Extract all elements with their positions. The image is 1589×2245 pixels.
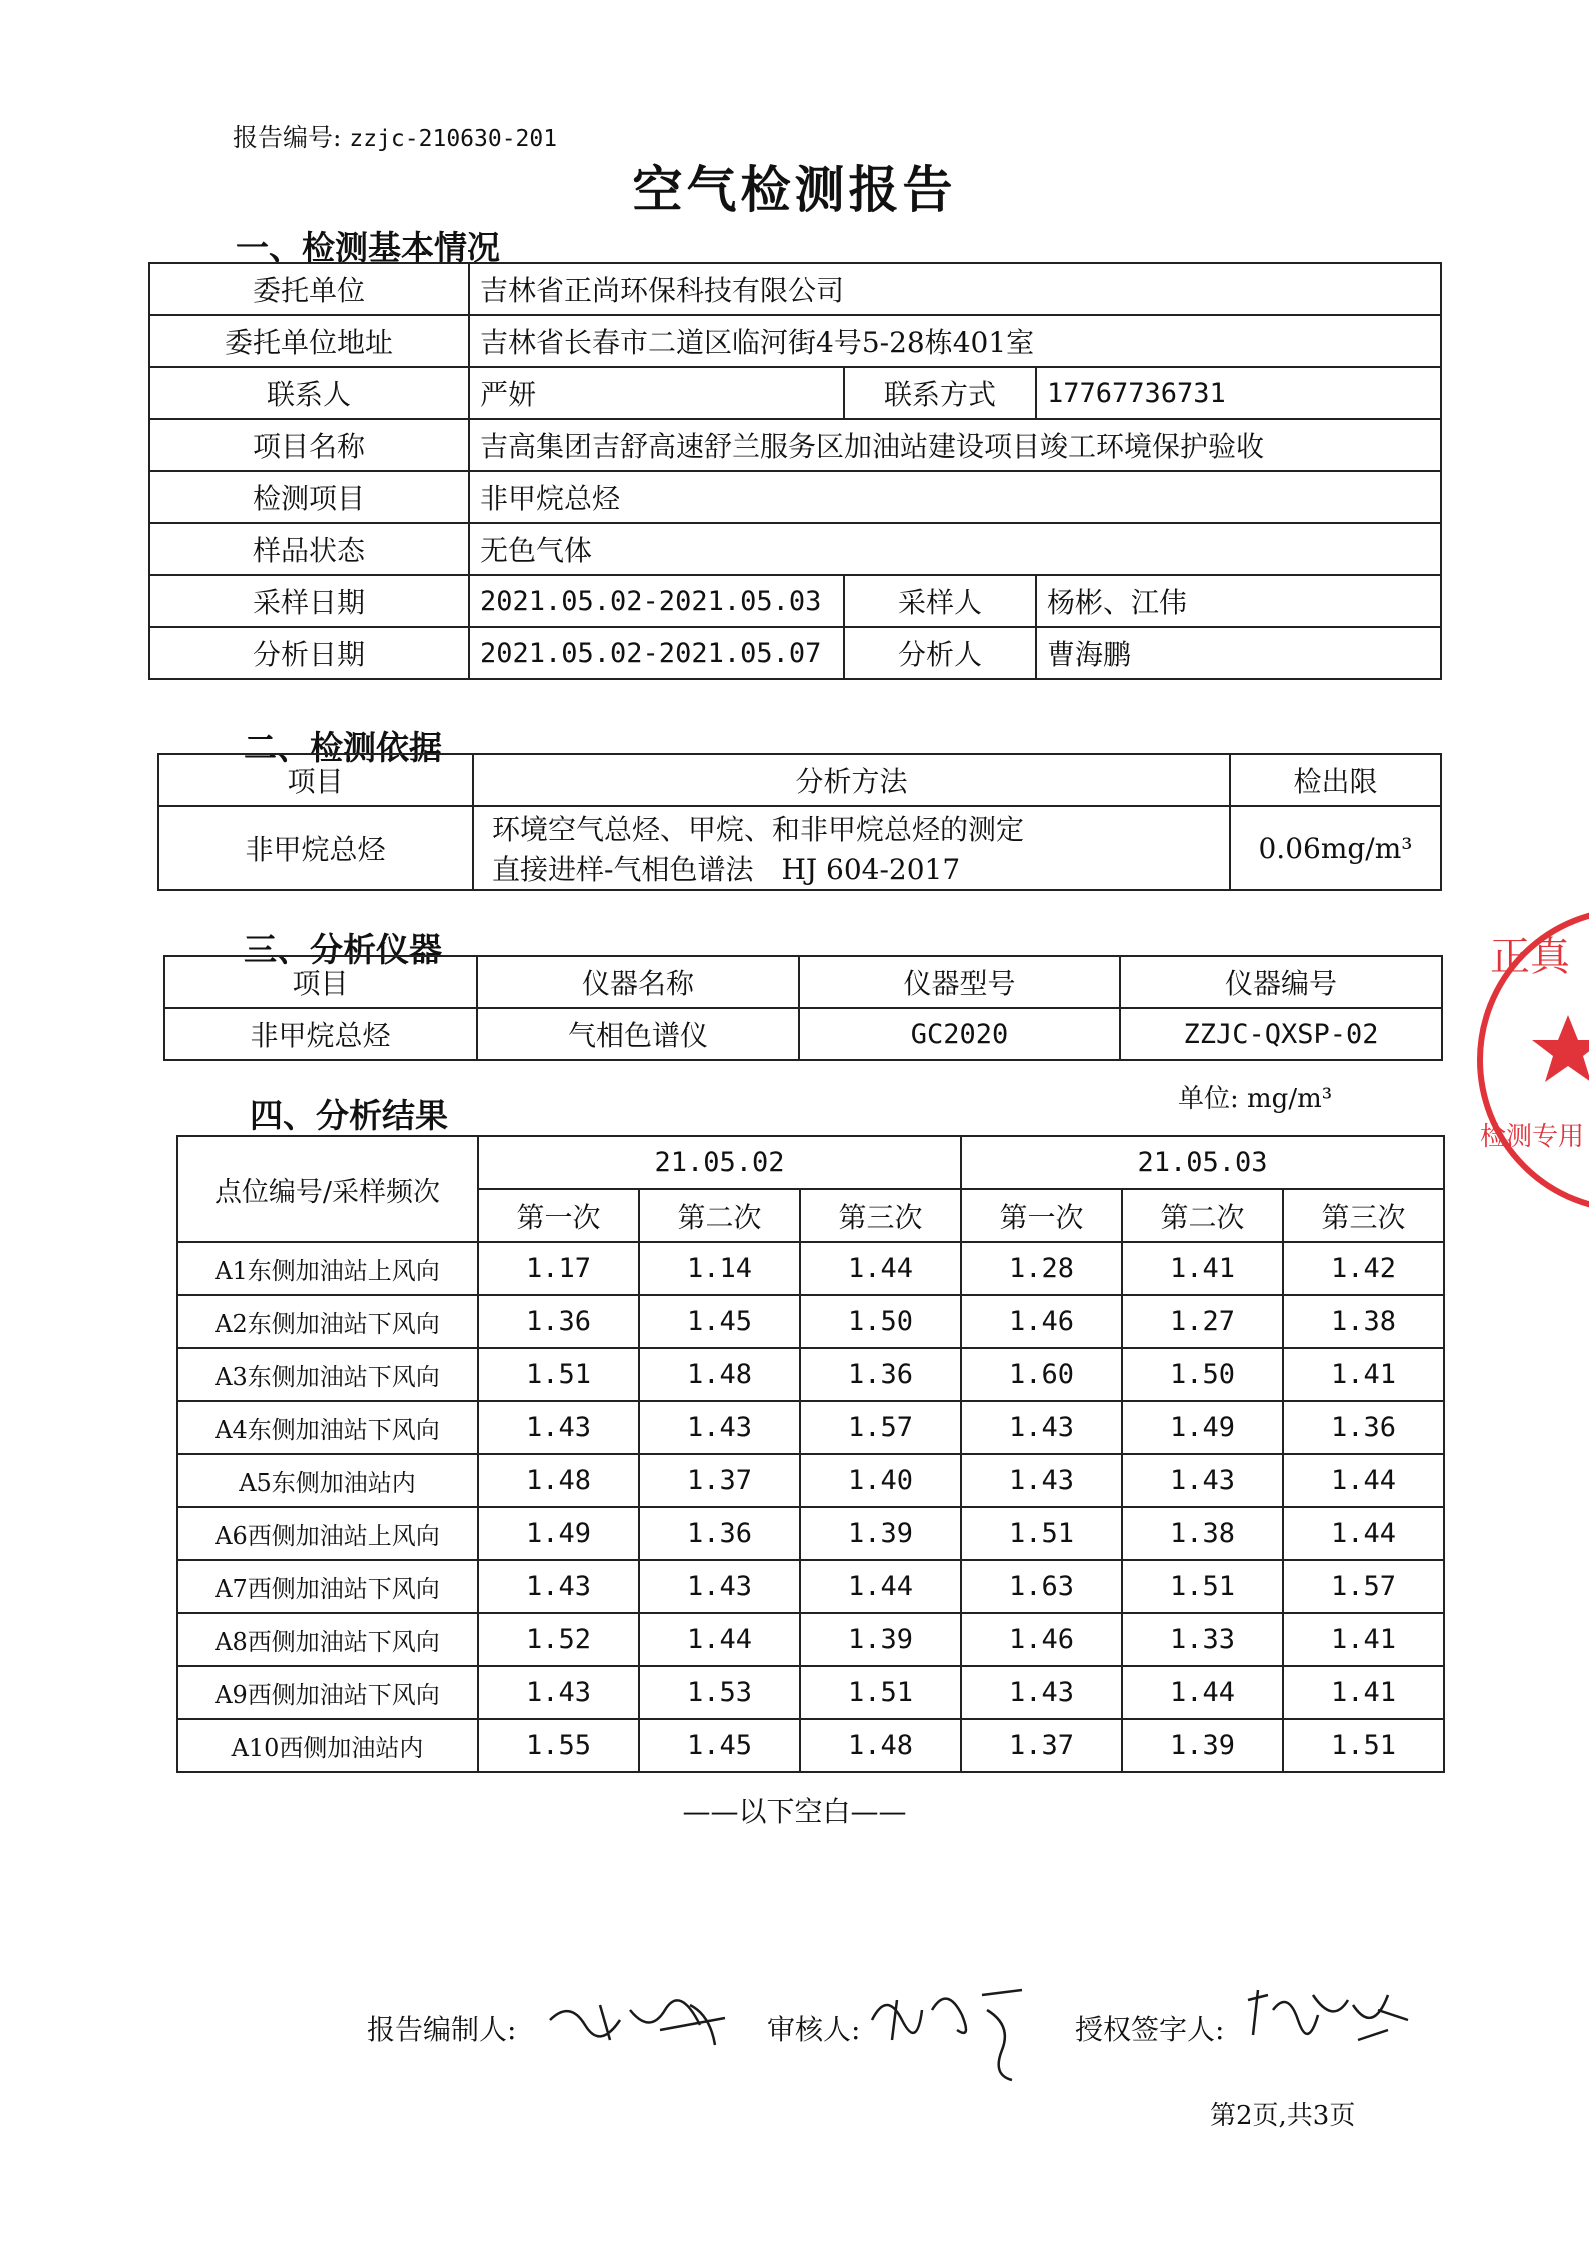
results-table <box>176 1135 1445 1773</box>
value-cell: 1.27 <box>1122 1295 1283 1348</box>
method-line2: 直接进样-气相色谱法 HJ 604-2017 <box>492 853 961 886</box>
value-cell: 1.36 <box>478 1295 639 1348</box>
value-cell: 1.41 <box>1283 1666 1444 1719</box>
value-cell: 1.38 <box>1283 1295 1444 1348</box>
table-row <box>177 1560 1444 1613</box>
compiler-label: 报告编制人: <box>367 2013 517 2046</box>
point-cell: A10西侧加油站内 <box>177 1719 478 1772</box>
method-col-limit: 检出限 <box>1230 754 1441 806</box>
report-number-value: zzjc-210630-201 <box>349 126 558 152</box>
stamp-bottom-text: 检测专用 <box>1480 1122 1585 1152</box>
table-row <box>149 315 1441 367</box>
instrument-col-name: 仪器名称 <box>477 956 799 1008</box>
sampling-date-label: 采样日期 <box>149 575 469 627</box>
page-title: 空气检测报告 <box>632 160 957 219</box>
value-cell: 1.37 <box>961 1719 1122 1772</box>
value-cell: 1.44 <box>800 1242 961 1295</box>
table-row <box>149 263 1441 315</box>
stamp-top-text: 正真 <box>1490 934 1570 980</box>
section2-heading: 二、检测依据 <box>244 728 442 767</box>
method-table <box>157 753 1442 891</box>
analyst-label: 分析人 <box>844 627 1036 679</box>
point-cell: A5东侧加油站内 <box>177 1454 478 1507</box>
value-cell: 1.48 <box>800 1719 961 1772</box>
table-row <box>177 1348 1444 1401</box>
unit-label: 单位: mg/m³ <box>1178 1084 1333 1114</box>
state-value: 无色气体 <box>469 523 1441 575</box>
value-cell: 1.52 <box>478 1613 639 1666</box>
report-number-label: 报告编号: <box>233 123 342 152</box>
analysis-date-label: 分析日期 <box>149 627 469 679</box>
value-cell: 1.46 <box>961 1613 1122 1666</box>
point-cell: A9西侧加油站下风向 <box>177 1666 478 1719</box>
table-row <box>177 1666 1444 1719</box>
reviewer-signature <box>862 1980 1052 2090</box>
value-cell: 1.44 <box>1122 1666 1283 1719</box>
instrument-table <box>163 955 1443 1061</box>
value-cell: 1.43 <box>961 1666 1122 1719</box>
project-label: 项目名称 <box>149 419 469 471</box>
table-row <box>149 471 1441 523</box>
value-cell: 1.43 <box>961 1401 1122 1454</box>
date2-header: 21.05.03 <box>961 1136 1444 1189</box>
instrument-col-no: 仪器编号 <box>1120 956 1442 1008</box>
value-cell: 1.51 <box>478 1348 639 1401</box>
point-cell: A3东侧加油站下风向 <box>177 1348 478 1401</box>
value-cell: 1.63 <box>961 1560 1122 1613</box>
value-cell: 1.51 <box>1283 1719 1444 1772</box>
value-cell: 1.33 <box>1122 1613 1283 1666</box>
time-header: 第二次 <box>639 1189 800 1242</box>
instrument-row-item: 非甲烷总烃 <box>164 1008 477 1060</box>
value-cell: 1.48 <box>639 1348 800 1401</box>
value-cell: 1.43 <box>639 1401 800 1454</box>
method-text <box>473 806 1230 890</box>
value-cell: 1.51 <box>1122 1560 1283 1613</box>
section4-heading: 四、分析结果 <box>250 1096 448 1135</box>
value-cell: 1.41 <box>1122 1242 1283 1295</box>
value-cell: 1.43 <box>961 1454 1122 1507</box>
value-cell: 1.39 <box>800 1507 961 1560</box>
time-header: 第三次 <box>800 1189 961 1242</box>
basic-info-table <box>148 262 1442 680</box>
section3-heading: 三、分析仪器 <box>244 930 442 969</box>
item-value: 非甲烷总烃 <box>469 471 1441 523</box>
value-cell: 1.41 <box>1283 1348 1444 1401</box>
section1-heading: 一、检测基本情况 <box>236 228 500 267</box>
report-number <box>233 118 557 154</box>
value-cell: 1.50 <box>1122 1348 1283 1401</box>
value-cell: 1.55 <box>478 1719 639 1772</box>
sampling-date-value: 2021.05.02-2021.05.03 <box>469 575 844 627</box>
signer-label: 授权签字人: <box>1075 2013 1225 2046</box>
value-cell: 1.60 <box>961 1348 1122 1401</box>
table-row <box>158 754 1441 806</box>
table-row <box>149 575 1441 627</box>
table-row <box>177 1401 1444 1454</box>
value-cell: 1.36 <box>1283 1401 1444 1454</box>
method-row-item: 非甲烷总烃 <box>158 806 473 890</box>
value-cell: 1.44 <box>639 1613 800 1666</box>
instrument-no: ZZJC-QXSP-02 <box>1120 1008 1442 1060</box>
value-cell: 1.48 <box>478 1454 639 1507</box>
value-cell: 1.45 <box>639 1295 800 1348</box>
table-row <box>164 956 1442 1008</box>
stamp-star <box>1532 1015 1589 1082</box>
state-label: 样品状态 <box>149 523 469 575</box>
analysis-date-value: 2021.05.02-2021.05.07 <box>469 627 844 679</box>
contact-label: 联系人 <box>149 367 469 419</box>
value-cell: 1.49 <box>1122 1401 1283 1454</box>
signer-signature <box>1238 1980 1418 2050</box>
value-cell: 1.40 <box>800 1454 961 1507</box>
instrument-model: GC2020 <box>799 1008 1120 1060</box>
analyst-value: 曹海鹏 <box>1036 627 1441 679</box>
value-cell: 1.53 <box>639 1666 800 1719</box>
contact-value: 严妍 <box>469 367 844 419</box>
table-row <box>177 1507 1444 1560</box>
instrument-col-model: 仪器型号 <box>799 956 1120 1008</box>
sampler-value: 杨彬、江伟 <box>1036 575 1441 627</box>
value-cell: 1.14 <box>639 1242 800 1295</box>
compiler-signature <box>540 1990 740 2050</box>
project-value: 吉高集团吉舒高速舒兰服务区加油站建设项目竣工环境保护验收 <box>469 419 1441 471</box>
table-row <box>149 367 1441 419</box>
client-value: 吉林省正尚环保科技有限公司 <box>469 263 1441 315</box>
table-row <box>149 627 1441 679</box>
value-cell: 1.57 <box>1283 1560 1444 1613</box>
point-header: 点位编号/采样频次 <box>177 1136 478 1242</box>
value-cell: 1.36 <box>800 1348 961 1401</box>
value-cell: 1.42 <box>1283 1242 1444 1295</box>
method-col-method: 分析方法 <box>473 754 1230 806</box>
results-body <box>177 1242 1444 1772</box>
value-cell: 1.17 <box>478 1242 639 1295</box>
value-cell: 1.28 <box>961 1242 1122 1295</box>
date1-header: 21.05.02 <box>478 1136 961 1189</box>
sampler-label: 采样人 <box>844 575 1036 627</box>
value-cell: 1.44 <box>800 1560 961 1613</box>
time-header: 第二次 <box>1122 1189 1283 1242</box>
value-cell: 1.45 <box>639 1719 800 1772</box>
table-row <box>177 1719 1444 1772</box>
table-row <box>149 419 1441 471</box>
value-cell: 1.36 <box>639 1507 800 1560</box>
phone-value: 17767736731 <box>1036 367 1441 419</box>
value-cell: 1.43 <box>478 1401 639 1454</box>
value-cell: 1.50 <box>800 1295 961 1348</box>
point-cell: A2东侧加油站下风向 <box>177 1295 478 1348</box>
point-cell: A7西侧加油站下风向 <box>177 1560 478 1613</box>
point-cell: A4东侧加油站下风向 <box>177 1401 478 1454</box>
table-row <box>177 1613 1444 1666</box>
method-line1: 环境空气总烃、甲烷、和非甲烷总烃的测定 <box>492 813 1025 846</box>
value-cell: 1.39 <box>800 1613 961 1666</box>
blank-note: ——以下空白—— <box>682 1795 907 1828</box>
phone-label: 联系方式 <box>844 367 1036 419</box>
value-cell: 1.43 <box>478 1560 639 1613</box>
page-number: 第2页,共3页 <box>1210 2101 1356 2131</box>
point-cell: A6西侧加油站上风向 <box>177 1507 478 1560</box>
table-row <box>164 1008 1442 1060</box>
value-cell: 1.49 <box>478 1507 639 1560</box>
reviewer-label: 审核人: <box>767 2013 861 2046</box>
point-cell: A8西侧加油站下风向 <box>177 1613 478 1666</box>
value-cell: 1.37 <box>639 1454 800 1507</box>
value-cell: 1.44 <box>1283 1507 1444 1560</box>
table-row <box>149 523 1441 575</box>
value-cell: 1.43 <box>478 1666 639 1719</box>
table-row <box>177 1295 1444 1348</box>
value-cell: 1.44 <box>1283 1454 1444 1507</box>
table-row <box>177 1454 1444 1507</box>
method-col-item: 项目 <box>158 754 473 806</box>
item-label: 检测项目 <box>149 471 469 523</box>
detection-limit: 0.06mg/m³ <box>1230 806 1441 890</box>
value-cell: 1.51 <box>961 1507 1122 1560</box>
value-cell: 1.46 <box>961 1295 1122 1348</box>
value-cell: 1.39 <box>1122 1719 1283 1772</box>
time-header: 第三次 <box>1283 1189 1444 1242</box>
time-header: 第一次 <box>478 1189 639 1242</box>
value-cell: 1.38 <box>1122 1507 1283 1560</box>
table-row <box>177 1136 1444 1189</box>
value-cell: 1.43 <box>639 1560 800 1613</box>
address-label: 委托单位地址 <box>149 315 469 367</box>
time-header: 第一次 <box>961 1189 1122 1242</box>
instrument-col-item: 项目 <box>164 956 477 1008</box>
instrument-name: 气相色谱仪 <box>477 1008 799 1060</box>
client-label: 委托单位 <box>149 263 469 315</box>
value-cell: 1.57 <box>800 1401 961 1454</box>
value-cell: 1.51 <box>800 1666 961 1719</box>
table-row <box>158 806 1441 890</box>
official-stamp <box>1470 890 1589 1230</box>
value-cell: 1.43 <box>1122 1454 1283 1507</box>
value-cell: 1.41 <box>1283 1613 1444 1666</box>
address-value: 吉林省长春市二道区临河街4号5-28栋401室 <box>469 315 1441 367</box>
table-row <box>177 1242 1444 1295</box>
point-cell: A1东侧加油站上风向 <box>177 1242 478 1295</box>
